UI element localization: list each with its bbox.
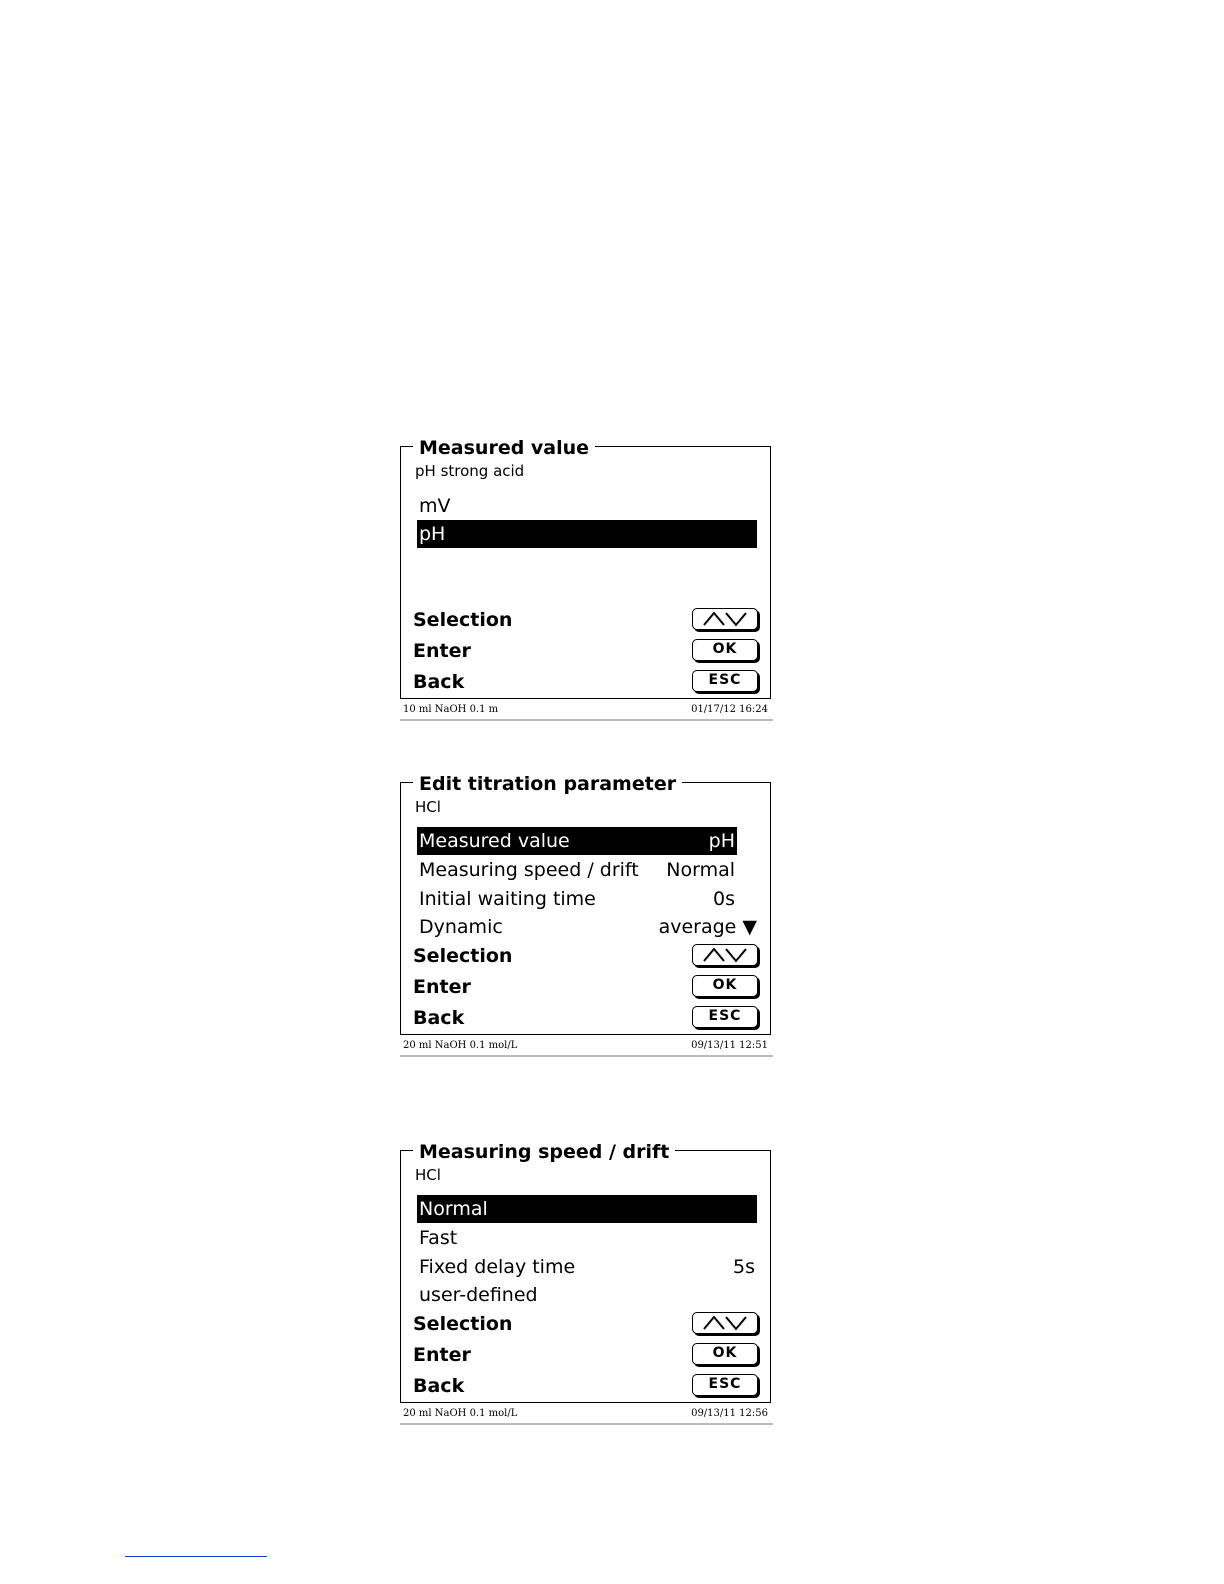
list-item-mv[interactable] — [417, 492, 757, 520]
status-bar — [400, 701, 773, 721]
action-label: Enter — [413, 640, 471, 662]
up-down-arrows-icon — [700, 947, 750, 963]
list-item-label: user-defined — [419, 1284, 538, 1306]
panel-subtitle: pH strong acid — [415, 462, 525, 480]
action-enter — [413, 973, 758, 1001]
ok-key[interactable]: OK — [692, 1343, 758, 1365]
list-item-label: Fast — [419, 1227, 458, 1249]
panel-subtitle: HCl — [415, 798, 441, 816]
action-label: Enter — [413, 1344, 471, 1366]
list-item-value: pH — [708, 830, 735, 852]
status-left: 20 ml NaOH 0.1 mol/L — [403, 1408, 518, 1419]
dialog-panel — [400, 1141, 771, 1403]
list-item-label: Measured value — [419, 830, 570, 852]
list-item-label: Initial waiting time — [419, 888, 596, 910]
up-down-key[interactable] — [692, 1312, 758, 1334]
list-item-value: average ▼ — [658, 916, 757, 938]
action-selection — [413, 606, 758, 634]
list-item-user-defined[interactable] — [417, 1281, 757, 1309]
status-bar — [400, 1405, 773, 1425]
status-left: 20 ml NaOH 0.1 mol/L — [403, 1040, 518, 1051]
list-item-label: Measuring speed / drift — [419, 859, 639, 881]
list-item-value: 5s — [733, 1256, 755, 1278]
up-down-arrows-icon — [700, 611, 750, 627]
list-item-label: mV — [419, 495, 451, 517]
action-label: Back — [413, 671, 465, 693]
list-item-normal[interactable] — [417, 1195, 757, 1223]
action-selection — [413, 1310, 758, 1338]
status-bar — [400, 1037, 773, 1057]
action-label: Selection — [413, 609, 513, 631]
screen-edit-titration-parameter — [400, 773, 771, 1051]
list-item-value: 0s — [713, 888, 735, 910]
panel-title: Measured value — [413, 438, 595, 458]
action-label: Selection — [413, 1313, 513, 1335]
list-item-label: pH — [419, 523, 446, 545]
panel-subtitle: HCl — [415, 1166, 441, 1184]
list-item-label: Dynamic — [419, 916, 503, 938]
panel-title: Edit titration parameter — [413, 774, 682, 794]
action-enter — [413, 1341, 758, 1369]
esc-key[interactable]: ESC — [692, 1374, 758, 1396]
status-left: 10 ml NaOH 0.1 m — [403, 704, 499, 715]
list-item-initial-waiting-time[interactable] — [417, 885, 737, 913]
list-item-dynamic[interactable] — [417, 913, 759, 941]
screen-measured-value — [400, 437, 771, 715]
list-item-measured-value[interactable] — [417, 827, 737, 855]
ok-key[interactable]: OK — [692, 975, 758, 997]
dialog-panel — [400, 773, 771, 1035]
list-item-label: Fixed delay time — [419, 1256, 576, 1278]
action-label: Selection — [413, 945, 513, 967]
up-down-key[interactable] — [692, 608, 758, 630]
action-enter — [413, 637, 758, 665]
action-back — [413, 1004, 758, 1032]
list-item-fixed-delay-time[interactable] — [417, 1253, 757, 1281]
action-label: Back — [413, 1375, 465, 1397]
screen-measuring-speed-drift — [400, 1141, 771, 1419]
list-item-fast[interactable] — [417, 1224, 757, 1252]
status-right: 01/17/12 16:24 — [691, 704, 768, 715]
esc-key[interactable]: ESC — [692, 1006, 758, 1028]
action-back — [413, 1372, 758, 1400]
up-down-arrows-icon — [700, 1315, 750, 1331]
ok-key[interactable]: OK — [692, 639, 758, 661]
action-back — [413, 668, 758, 696]
list-item-label: Normal — [419, 1198, 488, 1220]
esc-key[interactable]: ESC — [692, 670, 758, 692]
up-down-key[interactable] — [692, 944, 758, 966]
action-label: Back — [413, 1007, 465, 1029]
action-selection — [413, 942, 758, 970]
footnote-separator — [125, 1556, 267, 1557]
list-item-measuring-speed[interactable] — [417, 856, 737, 884]
panel-title: Measuring speed / drift — [413, 1142, 675, 1162]
status-right: 09/13/11 12:56 — [691, 1408, 768, 1419]
action-label: Enter — [413, 976, 471, 998]
dialog-panel — [400, 437, 771, 699]
list-item-ph[interactable] — [417, 520, 757, 548]
list-item-value: Normal — [666, 859, 735, 881]
status-right: 09/13/11 12:51 — [691, 1040, 768, 1051]
